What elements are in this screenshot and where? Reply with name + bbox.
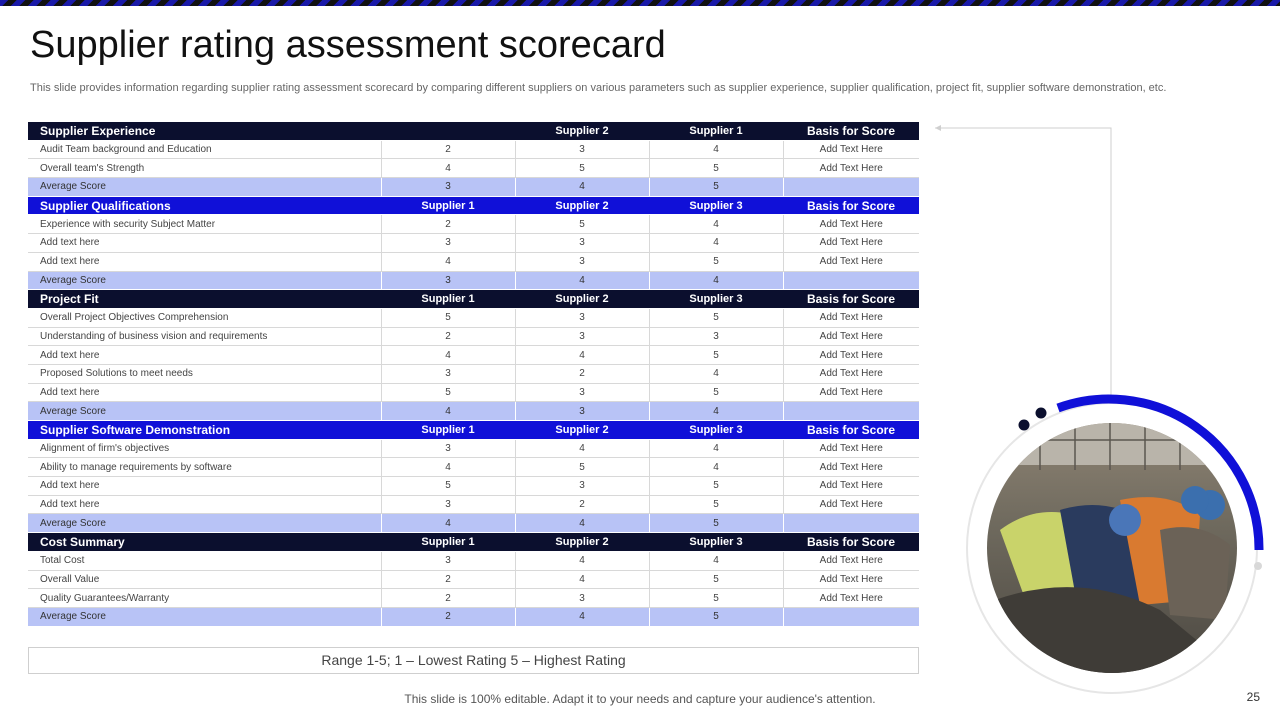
scorecard-table: [28, 122, 919, 627]
column-header: Supplier 1: [381, 290, 515, 309]
column-header: Basis for Score: [783, 196, 919, 215]
average-cell: 3: [515, 402, 649, 421]
score-cell: 4: [649, 458, 783, 477]
score-cell: 5: [649, 308, 783, 327]
column-header: Supplier 3: [649, 196, 783, 215]
average-cell: 4: [515, 178, 649, 197]
average-score-row: [28, 607, 919, 626]
score-cell: 5: [515, 215, 649, 234]
average-cell: [783, 178, 919, 197]
table-row: [28, 477, 919, 496]
column-header: Supplier 2: [515, 290, 649, 309]
page-subtitle: This slide provides information regarding supplier rating assessment scorecard by comparing different suppliers on various parameters such as supplier experience, supplier qualification, project fit, supplier software demonstration, etc.: [30, 82, 1167, 94]
column-header: Supplier 3: [649, 290, 783, 309]
connector-line: [935, 128, 1111, 395]
section-header-row: [28, 290, 919, 309]
basis-cell: Add Text Here: [783, 327, 919, 346]
score-cell: 4: [381, 159, 515, 178]
column-header: [381, 122, 515, 140]
score-cell: 4: [649, 234, 783, 253]
construction-workers-photo: [985, 420, 1245, 680]
average-label: Average Score: [28, 514, 381, 533]
average-label: Average Score: [28, 402, 381, 421]
column-header: Supplier 2: [515, 421, 649, 440]
basis-cell: Add Text Here: [783, 589, 919, 608]
basis-cell: Add Text Here: [783, 477, 919, 496]
criterion-label: Add text here: [28, 252, 381, 271]
table-row: [28, 458, 919, 477]
average-cell: 4: [649, 402, 783, 421]
table-row: [28, 140, 919, 159]
score-cell: 2: [381, 327, 515, 346]
section-title: Project Fit: [28, 290, 381, 309]
column-header: Basis for Score: [783, 290, 919, 309]
column-header: Basis for Score: [783, 533, 919, 552]
score-cell: 2: [515, 364, 649, 383]
criterion-label: Add text here: [28, 383, 381, 402]
average-cell: [783, 271, 919, 290]
accent-dot: [1254, 562, 1262, 570]
table-row: [28, 346, 919, 365]
score-cell: 4: [381, 458, 515, 477]
basis-cell: Add Text Here: [783, 215, 919, 234]
score-cell: 5: [515, 159, 649, 178]
decorative-photo-panel: [900, 110, 1280, 710]
section-header-row: [28, 196, 919, 215]
criterion-label: Ability to manage requirements by software: [28, 458, 381, 477]
score-cell: 5: [649, 477, 783, 496]
basis-cell: Add Text Here: [783, 308, 919, 327]
score-cell: 2: [515, 495, 649, 514]
score-cell: 4: [649, 364, 783, 383]
basis-cell: Add Text Here: [783, 159, 919, 178]
score-cell: 5: [515, 458, 649, 477]
criterion-label: Add text here: [28, 346, 381, 365]
criterion-label: Overall Project Objectives Comprehension: [28, 308, 381, 327]
average-cell: 3: [381, 271, 515, 290]
criterion-label: Add text here: [28, 234, 381, 253]
score-cell: 5: [649, 159, 783, 178]
score-cell: 3: [381, 439, 515, 458]
criterion-label: Quality Guarantees/Warranty: [28, 589, 381, 608]
basis-cell: Add Text Here: [783, 495, 919, 514]
column-header: Supplier 2: [515, 122, 649, 140]
basis-cell: Add Text Here: [783, 570, 919, 589]
average-score-row: [28, 514, 919, 533]
table-row: [28, 439, 919, 458]
score-cell: 4: [649, 140, 783, 159]
accent-dot: [1036, 408, 1047, 419]
table-row: [28, 495, 919, 514]
top-stripe: [0, 0, 1280, 6]
score-cell: 2: [381, 140, 515, 159]
criterion-label: Audit Team background and Education: [28, 140, 381, 159]
score-cell: 4: [515, 570, 649, 589]
score-cell: 3: [515, 252, 649, 271]
section-header-row: [28, 421, 919, 440]
score-cell: 5: [649, 495, 783, 514]
footer-note: This slide is 100% editable. Adapt it to your needs and capture your audience's attention.: [404, 692, 876, 706]
basis-cell: Add Text Here: [783, 234, 919, 253]
basis-cell: Add Text Here: [783, 551, 919, 570]
score-cell: 5: [381, 383, 515, 402]
average-cell: [783, 402, 919, 421]
table-row: [28, 215, 919, 234]
accent-dot: [1019, 420, 1030, 431]
average-cell: 4: [515, 607, 649, 626]
average-cell: 4: [515, 514, 649, 533]
table-row: [28, 327, 919, 346]
criterion-label: Proposed Solutions to meet needs: [28, 364, 381, 383]
column-header: Supplier 2: [515, 196, 649, 215]
score-cell: 3: [515, 140, 649, 159]
score-cell: 2: [381, 589, 515, 608]
basis-cell: Add Text Here: [783, 140, 919, 159]
score-cell: 5: [381, 477, 515, 496]
score-cell: 3: [381, 364, 515, 383]
score-cell: 5: [649, 570, 783, 589]
average-label: Average Score: [28, 178, 381, 197]
basis-cell: Add Text Here: [783, 252, 919, 271]
score-cell: 3: [515, 308, 649, 327]
section-header-row: [28, 122, 919, 140]
column-header: Basis for Score: [783, 421, 919, 440]
average-cell: 2: [381, 607, 515, 626]
table-row: [28, 308, 919, 327]
connector-arrow-icon: [935, 125, 941, 131]
score-cell: 3: [515, 477, 649, 496]
score-cell: 3: [381, 234, 515, 253]
score-cell: 3: [381, 551, 515, 570]
criterion-label: Overall team's Strength: [28, 159, 381, 178]
average-cell: 3: [381, 178, 515, 197]
column-header: Supplier 1: [381, 533, 515, 552]
column-header: Supplier 3: [649, 533, 783, 552]
score-cell: 4: [649, 215, 783, 234]
average-cell: 4: [381, 514, 515, 533]
table-row: [28, 570, 919, 589]
average-cell: [783, 607, 919, 626]
average-cell: 4: [381, 402, 515, 421]
criterion-label: Total Cost: [28, 551, 381, 570]
table-row: [28, 589, 919, 608]
score-cell: 4: [649, 551, 783, 570]
average-score-row: [28, 402, 919, 421]
table-row: [28, 364, 919, 383]
page-number: 25: [1246, 690, 1260, 704]
criterion-label: Add text here: [28, 477, 381, 496]
column-header: Supplier 1: [381, 421, 515, 440]
score-cell: 3: [515, 589, 649, 608]
basis-cell: Add Text Here: [783, 458, 919, 477]
score-cell: 4: [649, 439, 783, 458]
average-score-row: [28, 271, 919, 290]
score-cell: 5: [649, 383, 783, 402]
score-cell: 5: [381, 308, 515, 327]
criterion-label: Add text here: [28, 495, 381, 514]
average-label: Average Score: [28, 607, 381, 626]
score-cell: 4: [381, 346, 515, 365]
average-label: Average Score: [28, 271, 381, 290]
criterion-label: Overall Value: [28, 570, 381, 589]
criterion-label: Experience with security Subject Matter: [28, 215, 381, 234]
average-cell: 4: [515, 271, 649, 290]
score-cell: 5: [649, 589, 783, 608]
criterion-label: Understanding of business vision and requirements: [28, 327, 381, 346]
column-header: Supplier 3: [649, 421, 783, 440]
column-header: Supplier 1: [381, 196, 515, 215]
table-row: [28, 551, 919, 570]
basis-cell: Add Text Here: [783, 439, 919, 458]
criterion-label: Alignment of firm's objectives: [28, 439, 381, 458]
page-title: Supplier rating assessment scorecard: [30, 24, 666, 66]
score-cell: 4: [381, 252, 515, 271]
score-cell: 3: [649, 327, 783, 346]
score-cell: 3: [515, 234, 649, 253]
score-cell: 3: [381, 495, 515, 514]
average-score-row: [28, 178, 919, 197]
column-header: Supplier 2: [515, 533, 649, 552]
average-cell: [783, 514, 919, 533]
score-cell: 3: [515, 383, 649, 402]
score-cell: 4: [515, 346, 649, 365]
average-cell: 5: [649, 178, 783, 197]
basis-cell: Add Text Here: [783, 383, 919, 402]
table-row: [28, 383, 919, 402]
table-row: [28, 252, 919, 271]
basis-cell: Add Text Here: [783, 364, 919, 383]
average-cell: 5: [649, 514, 783, 533]
score-cell: 3: [515, 327, 649, 346]
rating-range-note: Range 1-5; 1 – Lowest Rating 5 – Highest Rating: [28, 647, 919, 674]
basis-cell: Add Text Here: [783, 346, 919, 365]
average-cell: 5: [649, 607, 783, 626]
score-cell: 4: [515, 551, 649, 570]
average-cell: 4: [649, 271, 783, 290]
column-header: Supplier 1: [649, 122, 783, 140]
section-header-row: [28, 533, 919, 552]
score-cell: 4: [515, 439, 649, 458]
section-title: Supplier Software Demonstration: [28, 421, 381, 440]
score-cell: 2: [381, 570, 515, 589]
score-cell: 5: [649, 346, 783, 365]
table-row: [28, 234, 919, 253]
score-cell: 5: [649, 252, 783, 271]
section-title: Supplier Experience: [28, 122, 381, 140]
section-title: Cost Summary: [28, 533, 381, 552]
table-row: [28, 159, 919, 178]
section-title: Supplier Qualifications: [28, 196, 381, 215]
score-cell: 2: [381, 215, 515, 234]
column-header: Basis for Score: [783, 122, 919, 140]
